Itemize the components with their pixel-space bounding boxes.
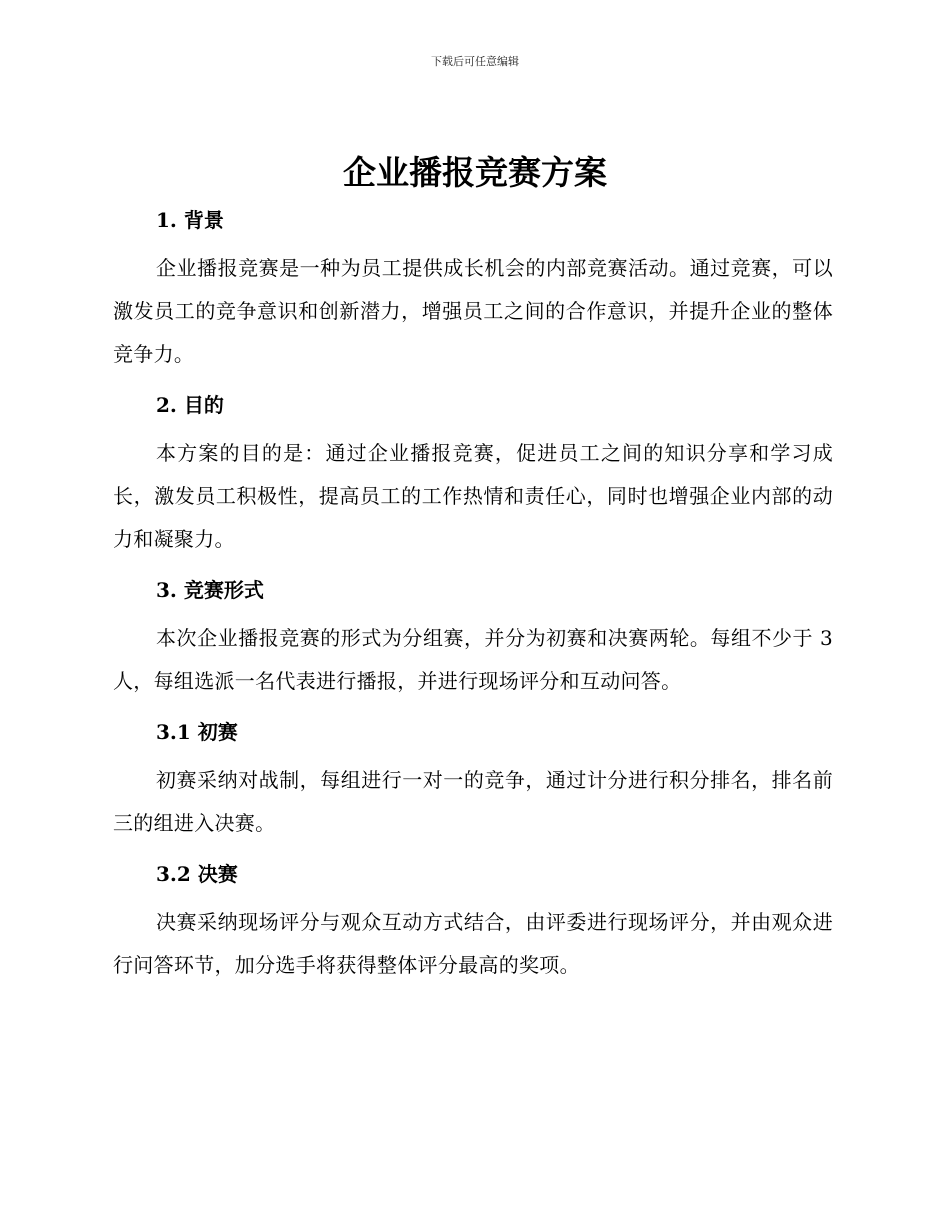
section-paragraph: 企业播报竞赛是一种为员工提供成长机会的内部竞赛活动。通过竞赛，可以激发员工的竞争意识和创新潜力，增强员工之间的合作意识，并提升企业的整体竞争力。: [113, 256, 833, 366]
section-background: [113, 200, 833, 385]
section-heading: 2. 目的: [156, 393, 224, 417]
section-paragraph: 初赛采纳对战制，每组进行一对一的竞争，通过计分进行积分排名，排名前三的组进入决赛。: [113, 768, 833, 835]
section-heading: 1. 背景: [156, 208, 224, 232]
section-preliminary: [113, 712, 833, 854]
document-title: 企业播报竞赛方案: [343, 153, 607, 192]
section-paragraph: 决赛采纳现场评分与观众互动方式结合，由评委进行现场评分，并由观众进行问答环节，加分选手将获得整体评分最高的奖项。: [113, 910, 833, 977]
section-final: [113, 854, 833, 987]
section-paragraph: 本方案的目的是：通过企业播报竞赛，促进员工之间的知识分享和学习成长，激发员工积极性，提高员工的工作热情和责任心，同时也增强企业内部的动力和凝聚力。: [113, 441, 833, 551]
section-heading: 3.1 初赛: [156, 720, 238, 744]
document-body: [113, 200, 833, 987]
section-heading: 3. 竞赛形式: [156, 578, 264, 602]
section-heading: 3.2 决赛: [156, 862, 238, 886]
section-format: [113, 570, 833, 712]
page-header-note: 下载后可任意编辑: [431, 55, 519, 68]
section-paragraph: 本次企业播报竞赛的形式为分组赛，并分为初赛和决赛两轮。每组不少于 3 人，每组选派一名代表进行播报，并进行现场评分和互动问答。: [113, 626, 833, 693]
section-purpose: [113, 385, 833, 570]
